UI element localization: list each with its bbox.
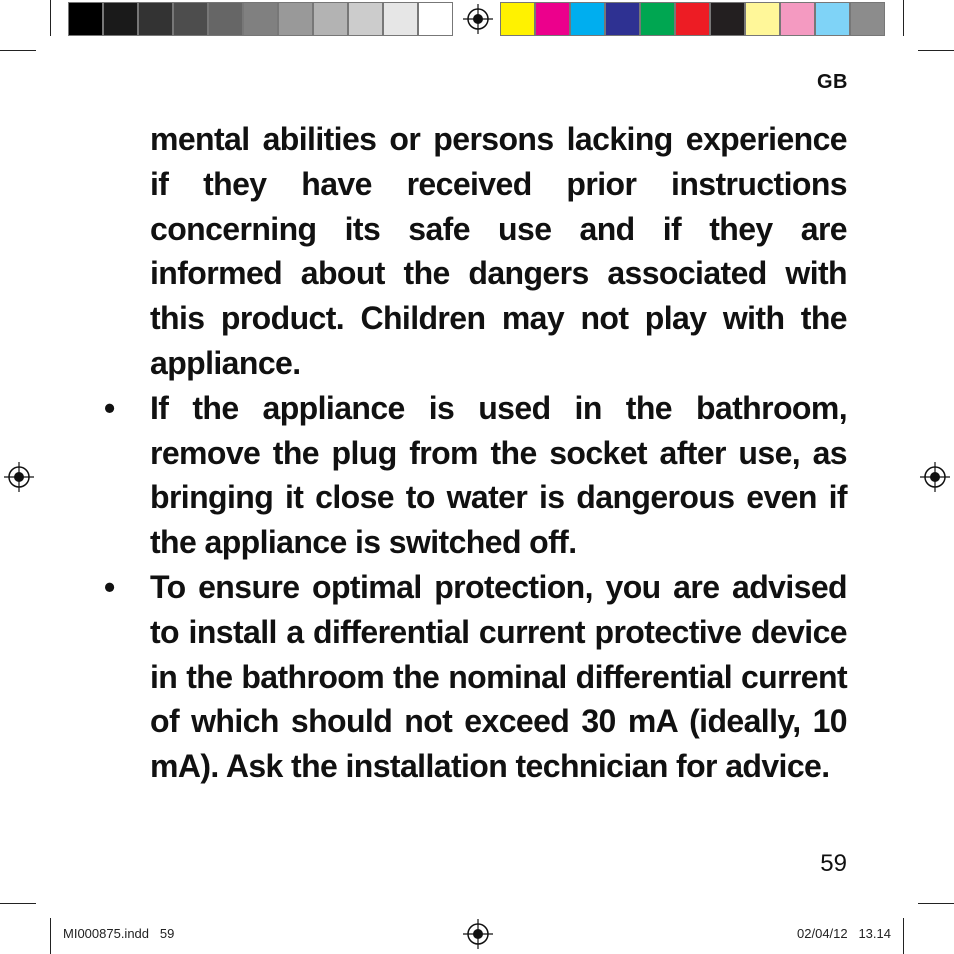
registration-mark-icon xyxy=(4,462,34,492)
color-swatch xyxy=(780,2,815,36)
bullet-item xyxy=(104,386,847,565)
color-swatch xyxy=(418,2,453,36)
color-swatch xyxy=(535,2,570,36)
color-swatch xyxy=(348,2,383,36)
crop-mark-top-right-h xyxy=(918,50,954,51)
color-swatch xyxy=(278,2,313,36)
language-code: GB xyxy=(817,71,848,93)
color-swatch xyxy=(173,2,208,36)
crop-mark-top-left-h xyxy=(0,50,36,51)
color-swatch xyxy=(640,2,675,36)
color-swatch xyxy=(675,2,710,36)
color-swatch xyxy=(850,2,885,36)
grayscale-calibration-bar xyxy=(68,2,453,36)
color-swatch xyxy=(103,2,138,36)
footer-file-info: MI000875.indd 59 xyxy=(63,926,175,941)
bullet-item xyxy=(104,565,847,789)
crop-mark-top-left-v xyxy=(50,0,51,36)
color-swatch xyxy=(138,2,173,36)
color-swatch xyxy=(605,2,640,36)
color-swatch xyxy=(570,2,605,36)
crop-mark-bottom-right-v xyxy=(903,918,904,954)
registration-mark-icon xyxy=(920,462,950,492)
page-number: 59 xyxy=(820,850,847,877)
color-swatch xyxy=(500,2,535,36)
bullet-icon: • xyxy=(104,568,115,605)
crop-mark-top-right-v xyxy=(903,0,904,36)
color-swatch xyxy=(68,2,103,36)
footer-date-time: 02/04/12 13.14 xyxy=(797,926,891,941)
color-swatch xyxy=(208,2,243,36)
manual-body xyxy=(104,117,847,789)
color-calibration-bar xyxy=(500,2,885,36)
color-swatch xyxy=(383,2,418,36)
color-swatch xyxy=(745,2,780,36)
bullet-icon: • xyxy=(104,389,115,426)
registration-mark-icon xyxy=(463,4,493,34)
bullet-text: If the appliance is used in the bathroom, remove the plug from the socket after use, as bringing it close to water is dangerous even if the appliance is switched off. xyxy=(150,389,847,561)
registration-mark-icon xyxy=(463,919,493,949)
crop-mark-bottom-left-v xyxy=(50,918,51,954)
crop-mark-bottom-left-h xyxy=(0,903,36,904)
intro-paragraph: mental abilities or persons lacking experience if they have received prior instructions concerning its safe use and if they are informed about the dangers associated with this product. Children may not play with the appliance. xyxy=(150,121,847,381)
bullet-text: To ensure optimal protection, you are advised to install a differential current protective device in the bathroom the nominal differential current of which should not exceed 30 mA (ideally, 10 mA). Ask the installation technician for advice. xyxy=(150,568,847,785)
crop-mark-bottom-right-h xyxy=(918,903,954,904)
color-swatch xyxy=(243,2,278,36)
color-swatch xyxy=(710,2,745,36)
color-swatch xyxy=(815,2,850,36)
color-swatch xyxy=(313,2,348,36)
